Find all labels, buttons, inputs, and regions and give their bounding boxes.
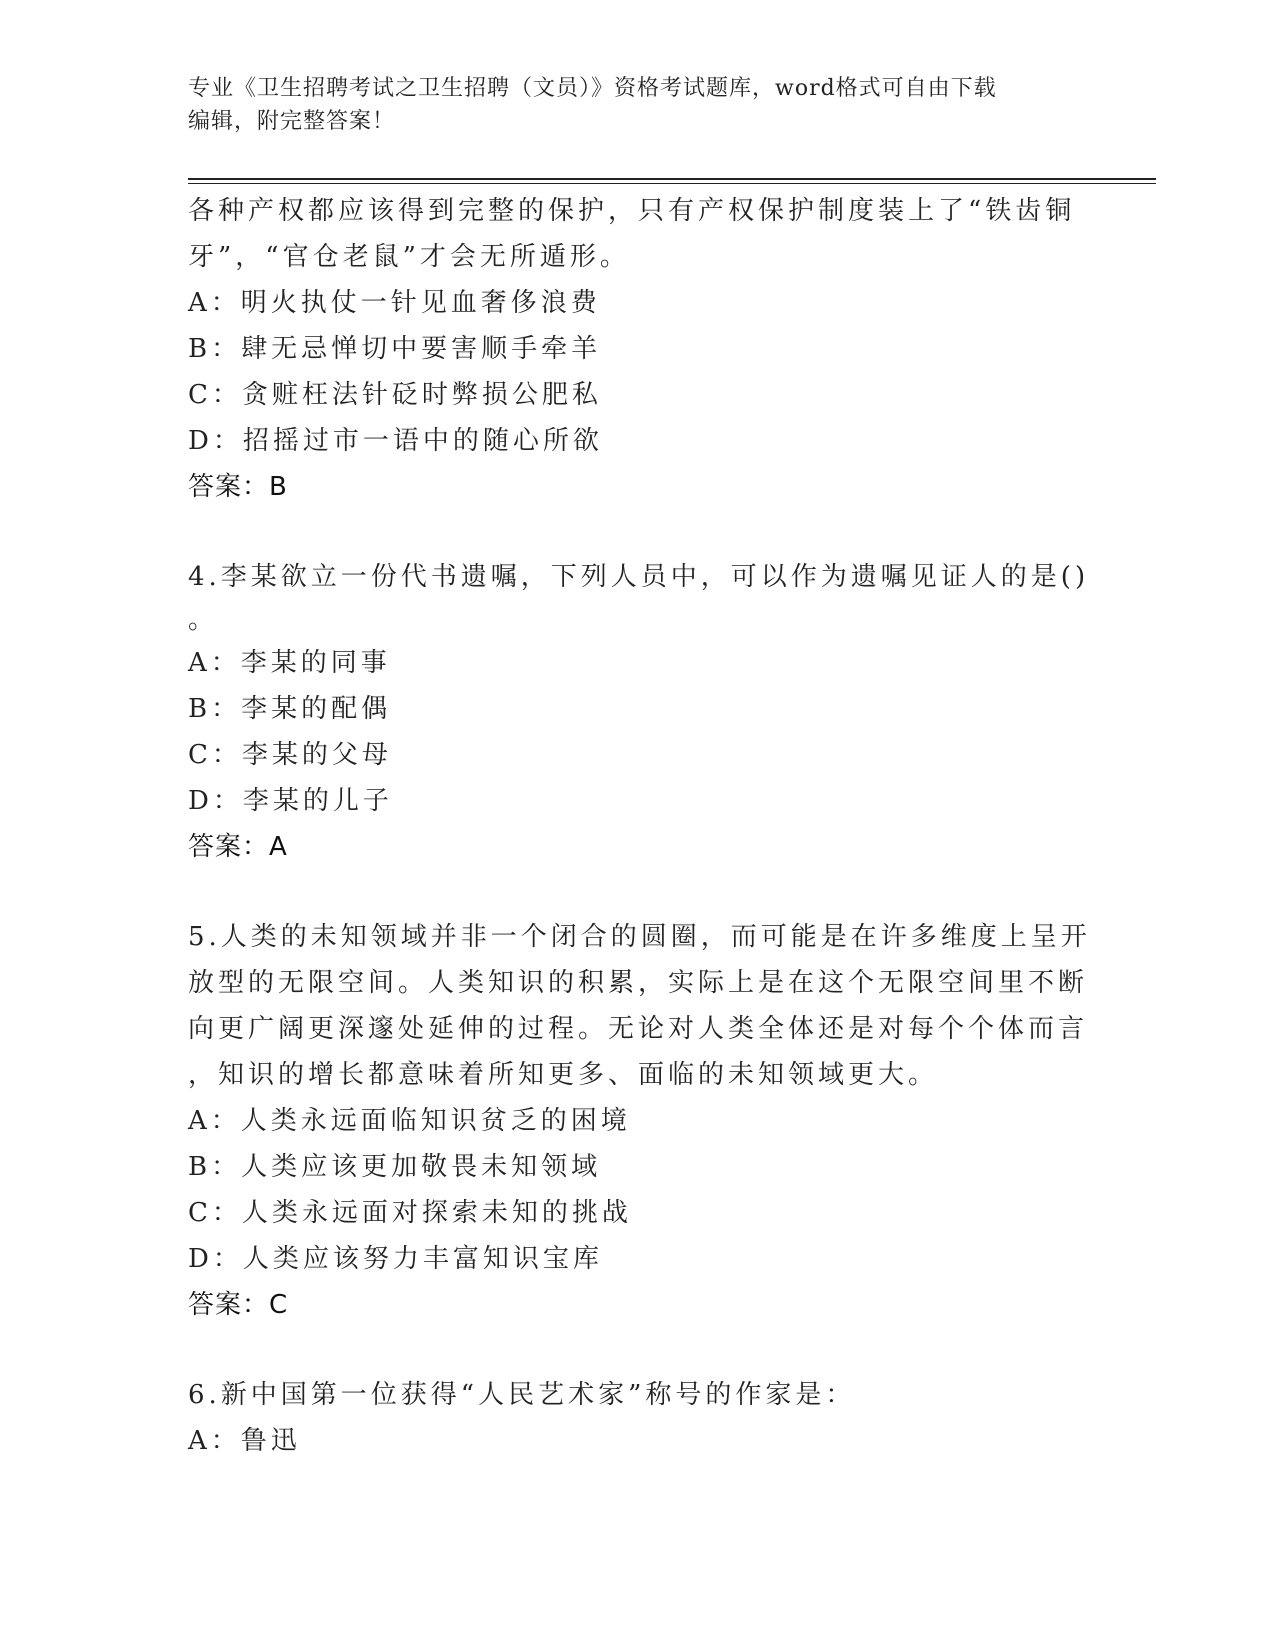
document-header	[188, 72, 1068, 138]
header-line-2: 编辑，附完整答案！	[188, 109, 396, 134]
question-5-option-b: B：人类应该更加敬畏未知领域	[188, 1152, 602, 1182]
question-3-option-a: A：明火执仗一针见血奢侈浪费	[188, 288, 601, 318]
question-6-stem-line-1: 6.新中国第一位获得“人民艺术家”称号的作家是：	[188, 1380, 856, 1410]
question-4-stem-line-2: 。	[188, 605, 215, 635]
question-4-option-c: C：李某的父母	[188, 740, 392, 770]
question-5	[188, 914, 1091, 1328]
question-5-answer: 答案：C	[188, 1290, 289, 1320]
question-4	[188, 554, 1090, 870]
header-divider-thin	[188, 183, 1156, 184]
spacer	[188, 1328, 1068, 1372]
question-6	[188, 1372, 1068, 1464]
question-3	[188, 188, 1076, 510]
question-5-option-a: A：人类永远面临知识贫乏的困境	[188, 1106, 631, 1136]
question-5-option-d: D：人类应该努力丰富知识宝库	[188, 1244, 603, 1274]
question-3-option-b: B：肆无忌惮切中要害顺手牵羊	[188, 334, 602, 364]
spacer	[188, 870, 1068, 914]
question-list	[188, 188, 1091, 1464]
question-3-option-d: D：招摇过市一语中的随心所欲	[188, 426, 603, 456]
header-line-1: 专业《卫生招聘考试之卫生招聘（文员）》资格考试题库，word格式可自由下载	[188, 76, 997, 101]
question-4-answer: 答案：A	[188, 832, 288, 862]
question-3-answer: 答案：B	[188, 472, 288, 502]
header-divider-thick	[188, 178, 1156, 180]
question-3-option-c: C：贪赃枉法针砭时弊损公肥私	[188, 380, 602, 410]
question-5-stem-line-3: 向更广阔更深邃处延伸的过程。无论对人类全体还是对每个个体而言	[188, 1014, 1089, 1044]
question-3-stem-line-2: 牙”，“官仓老鼠”才会无所遁形。	[188, 242, 630, 272]
question-3-stem-line-1: 各种产权都应该得到完整的保护，只有产权保护制度装上了“铁齿铜	[188, 196, 1076, 226]
question-4-option-a: A：李某的同事	[188, 648, 391, 678]
question-5-option-c: C：人类永远面对探索未知的挑战	[188, 1198, 632, 1228]
question-4-stem-line-1: 4.李某欲立一份代书遗嘱，下列人员中，可以作为遗嘱见证人的是()	[188, 562, 1090, 592]
question-5-stem-line-4: ，知识的增长都意味着所知更多、面临的未知领域更大。	[188, 1060, 939, 1090]
question-5-stem-line-1: 5.人类的未知领域并非一个闭合的圆圈，而可能是在许多维度上呈开	[188, 922, 1091, 952]
spacer	[188, 510, 1068, 554]
question-5-stem-line-2: 放型的无限空间。人类知识的积累，实际上是在这个无限空间里不断	[188, 968, 1089, 998]
question-4-option-b: B：李某的配偶	[188, 694, 392, 724]
question-6-option-a: A：鲁迅	[188, 1426, 301, 1456]
question-4-option-d: D：李某的儿子	[188, 786, 393, 816]
